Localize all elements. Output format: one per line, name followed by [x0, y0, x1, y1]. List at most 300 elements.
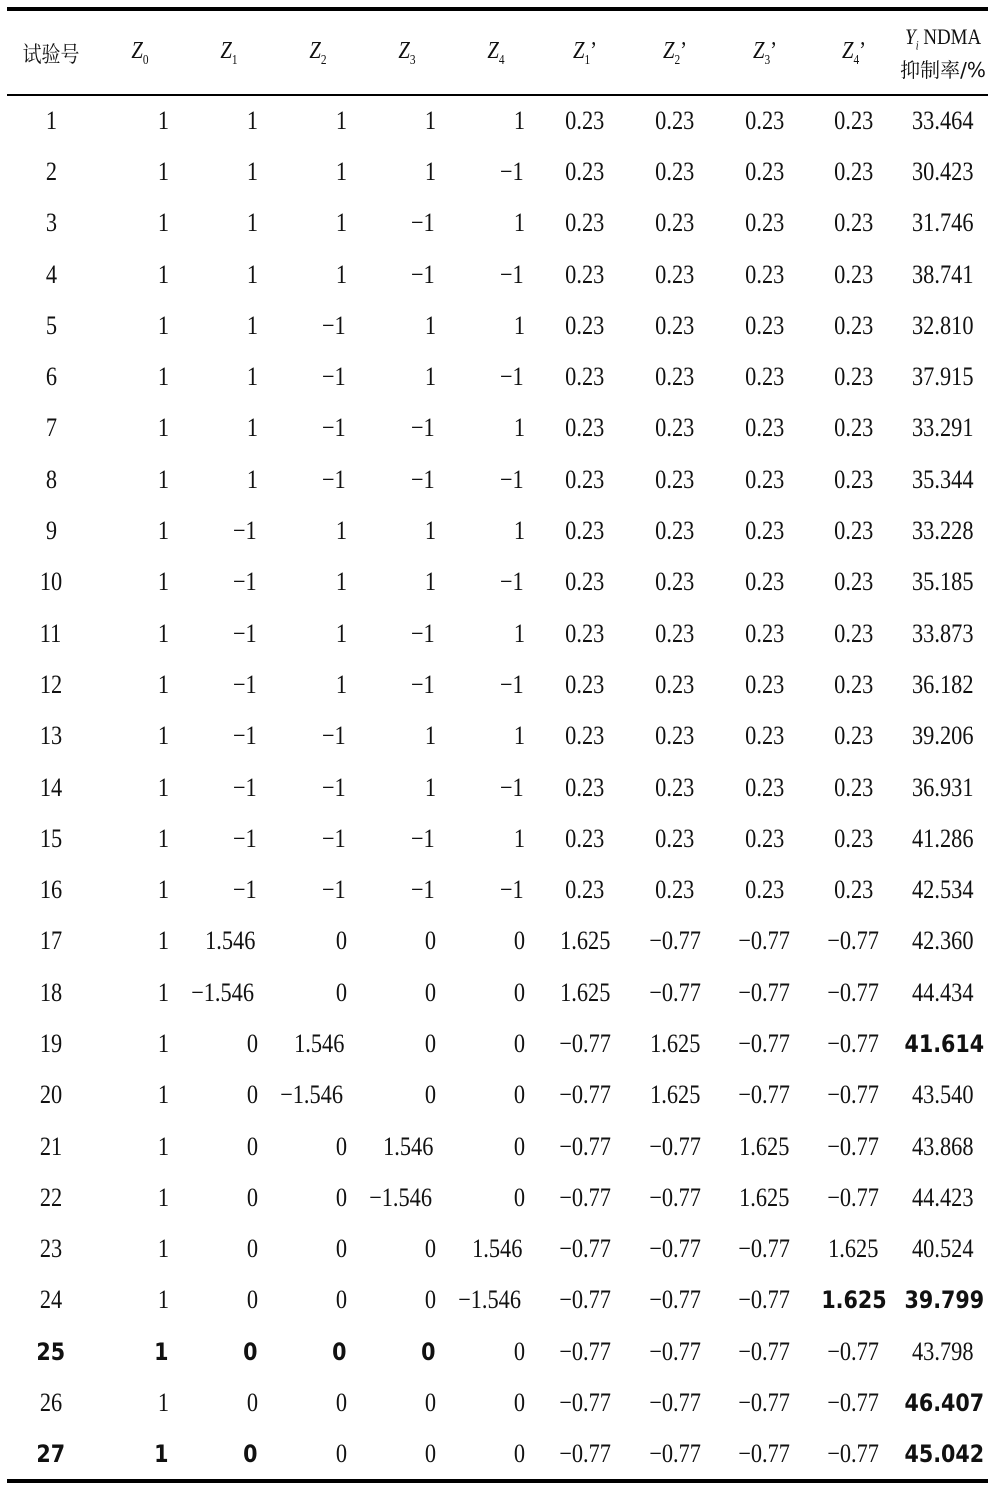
table-cell: −0.77	[827, 1336, 880, 1366]
table-cell: −0.77	[738, 1388, 791, 1418]
table-cell: 0	[246, 1028, 259, 1058]
table-row	[7, 1377, 988, 1428]
table-cell: −0.77	[649, 1439, 701, 1469]
table-cell: −1	[233, 567, 258, 597]
table-cell: 20	[39, 1080, 63, 1110]
table-cell: 0.23	[565, 567, 605, 597]
table-cell: 0.23	[565, 772, 605, 802]
table-cell: 1	[424, 105, 437, 135]
table-cell: 0.23	[565, 413, 605, 443]
table-cell: −1.546	[190, 977, 254, 1007]
table-cell: 0	[335, 1439, 348, 1469]
table-cell: 45.042	[904, 1440, 985, 1469]
table-cell: 0.23	[565, 208, 605, 238]
table-cell: −1	[233, 823, 258, 853]
table-row	[7, 1070, 988, 1121]
table-cell: 0	[424, 977, 437, 1007]
table-cell: 0.23	[655, 105, 695, 135]
table-cell: 0	[424, 1028, 437, 1058]
table-cell: −1	[500, 362, 525, 392]
table-cell: 44.423	[912, 1182, 974, 1212]
table-row	[7, 146, 988, 197]
table-cell: 0.23	[655, 516, 695, 546]
table-cell: 0.23	[744, 362, 785, 392]
table-cell: 1	[424, 567, 437, 597]
table-cell: 0.23	[655, 413, 695, 443]
table-cell: 0	[246, 1131, 259, 1161]
table-row	[7, 762, 988, 813]
table-cell: 6	[45, 362, 57, 392]
table-cell: 1	[246, 105, 259, 135]
table-cell: 0	[246, 1388, 259, 1418]
table-cell: −0.77	[738, 1336, 791, 1366]
table-cell: 0.23	[833, 875, 874, 905]
table-cell: 22	[39, 1182, 63, 1212]
table-cell: 1	[157, 413, 170, 443]
table-cell: 1	[157, 1028, 170, 1058]
header-z1: $Z_1$	[219, 38, 238, 67]
table-cell: 0.23	[744, 618, 785, 648]
table-cell: 0	[335, 1182, 348, 1212]
table-row	[7, 300, 988, 351]
table-cell: −1	[411, 618, 436, 648]
table-cell: 3	[45, 208, 57, 238]
table-cell: 0.23	[655, 208, 695, 238]
table-cell: 0.23	[833, 259, 874, 289]
table-cell: −1	[322, 413, 347, 443]
header-z1-prime: $Z_1$’	[572, 38, 598, 67]
table-cell: 0.23	[655, 875, 695, 905]
table-cell: 1	[157, 977, 170, 1007]
table-cell: 1	[157, 1080, 170, 1110]
table-cell: −1	[322, 721, 347, 751]
table-cell: −0.77	[649, 1285, 701, 1315]
table-cell: 1	[335, 208, 348, 238]
table-cell: 25	[36, 1337, 66, 1366]
table-cell: −1.546	[279, 1080, 343, 1110]
table-cell: 1.546	[204, 926, 255, 956]
header-row	[7, 11, 988, 95]
table-cell: −0.77	[827, 1028, 880, 1058]
table-cell: −1	[500, 259, 525, 289]
table-cell: 0.23	[833, 772, 874, 802]
table-cell: 0.23	[655, 567, 695, 597]
table-cell: 33.291	[912, 413, 974, 443]
table-cell: 40.524	[912, 1234, 974, 1264]
table-cell: 39.799	[904, 1286, 985, 1315]
table-cell: −1	[233, 516, 258, 546]
table-cell: 37.915	[912, 362, 974, 392]
table-cell: 24	[39, 1285, 63, 1315]
table-cell: 1	[335, 105, 348, 135]
table-cell: 1	[513, 618, 526, 648]
table-cell: 23	[39, 1234, 63, 1264]
table-cell: −1	[322, 772, 347, 802]
table-cell: 0	[246, 1234, 259, 1264]
table-cell: 0	[513, 926, 526, 956]
table-cell: 1	[335, 156, 348, 186]
table-cell: 0	[243, 1440, 258, 1469]
table-cell: 0.23	[565, 823, 605, 853]
table-cell: 0	[513, 1439, 526, 1469]
table-cell: 1.625	[559, 926, 611, 956]
table-cell: 1	[335, 618, 348, 648]
table-cell: 1	[513, 105, 526, 135]
table-cell: 0.23	[833, 721, 874, 751]
table-cell: 1	[335, 259, 348, 289]
table-cell: 1.625	[820, 1286, 887, 1315]
table-cell: −0.77	[827, 926, 880, 956]
table-cell: −0.77	[738, 1080, 791, 1110]
table-cell: 42.360	[912, 926, 974, 956]
table-cell: −0.77	[738, 1234, 791, 1264]
table-row	[7, 813, 988, 864]
table-cell: −1	[322, 464, 347, 494]
table-cell: −0.77	[827, 1182, 880, 1212]
table-cell: 0	[332, 1337, 347, 1366]
table-cell: 1	[246, 208, 259, 238]
table-row	[7, 95, 988, 146]
table-cell: 0.23	[565, 259, 605, 289]
table-cell: 39.206	[912, 721, 974, 751]
table-cell: 1	[157, 823, 170, 853]
table-cell: 1.625	[559, 977, 611, 1007]
table-row	[7, 249, 988, 300]
table-cell: 1	[246, 259, 259, 289]
table-cell: 0	[243, 1337, 258, 1366]
table-cell: 0.23	[833, 208, 874, 238]
table-cell: −0.77	[559, 1080, 611, 1110]
table-cell: 36.182	[912, 669, 974, 699]
table-cell: 0	[246, 1080, 259, 1110]
table-cell: 1	[157, 926, 170, 956]
table-cell: 8	[45, 464, 57, 494]
table-cell: 1	[157, 567, 170, 597]
table-cell: 0.23	[744, 823, 785, 853]
table-cell: 1	[424, 310, 437, 340]
table-cell: 1	[157, 362, 170, 392]
table-row	[7, 916, 988, 967]
table-cell: 43.798	[912, 1336, 974, 1366]
table-cell: 0.23	[744, 413, 785, 443]
table-cell: −1	[500, 669, 525, 699]
table-cell: 44.434	[912, 977, 974, 1007]
table-cell: 0.23	[833, 618, 874, 648]
table-cell: 0	[424, 1234, 437, 1264]
table-cell: 1	[157, 875, 170, 905]
table-cell: −0.77	[827, 1131, 880, 1161]
table-cell: 0.23	[744, 259, 785, 289]
table-cell: 1	[424, 516, 437, 546]
table-cell: 1	[157, 105, 170, 135]
table-cell: 0.23	[655, 772, 695, 802]
table-cell: 1	[157, 772, 170, 802]
table-cell: −0.77	[827, 977, 880, 1007]
table-cell: −1	[233, 875, 258, 905]
table-cell: 1.625	[828, 1234, 879, 1264]
table-cell: 14	[39, 772, 63, 802]
table-cell: 1	[513, 721, 526, 751]
table-cell: 0	[246, 1182, 259, 1212]
table-cell: 1.546	[293, 1028, 344, 1058]
table-cell: 0	[513, 977, 526, 1007]
table-cell: 21	[39, 1131, 63, 1161]
table-row	[7, 1224, 988, 1275]
table-cell: 26	[39, 1388, 63, 1418]
table-cell: 0	[513, 1131, 526, 1161]
table-cell: 1	[424, 772, 437, 802]
header-z0: $Z_0$	[130, 38, 149, 67]
table-cell: 0.23	[655, 310, 695, 340]
table-cell: 0.23	[655, 464, 695, 494]
table-cell: 0.23	[833, 823, 874, 853]
table-cell: 0.23	[833, 567, 874, 597]
table-cell: −0.77	[649, 926, 701, 956]
table-row	[7, 198, 988, 249]
table-cell: 0	[335, 1388, 348, 1418]
table-cell: 0.23	[655, 618, 695, 648]
table-cell: 0.23	[655, 156, 695, 186]
table-cell: 0.23	[565, 669, 605, 699]
table-cell: 36.931	[912, 772, 974, 802]
table-cell: 1.546	[471, 1234, 522, 1264]
table-cell: 1	[157, 721, 170, 751]
table-cell: −0.77	[738, 926, 791, 956]
table-cell: 0	[335, 1131, 348, 1161]
table-cell: 46.407	[904, 1389, 985, 1418]
header-z4-prime: $Z_4$’	[841, 38, 866, 67]
table-cell: 1	[157, 1388, 170, 1418]
table-cell: 1	[157, 156, 170, 186]
table-cell: 0.23	[744, 156, 785, 186]
table-cell: −1	[500, 772, 525, 802]
table-cell: −1	[411, 875, 436, 905]
table-cell: 0.23	[744, 516, 785, 546]
table-cell: 0.23	[833, 516, 874, 546]
table-cell: 43.868	[912, 1131, 974, 1161]
table-cell: 0.23	[565, 156, 605, 186]
table-row	[7, 711, 988, 762]
table-cell: 1	[246, 156, 259, 186]
table-row	[7, 403, 988, 454]
table-row	[7, 454, 988, 505]
table-cell: 1	[246, 310, 259, 340]
table-cell: −1	[411, 259, 436, 289]
table-cell: 0	[246, 1285, 259, 1315]
table-cell: −1	[233, 669, 258, 699]
table-cell: −0.77	[649, 977, 701, 1007]
table-cell: 1	[157, 310, 170, 340]
table-cell: 0.23	[833, 156, 874, 186]
table-cell: 1	[154, 1337, 169, 1366]
table-cell: 0	[424, 1080, 437, 1110]
table-cell: −1	[500, 875, 525, 905]
table-cell: 1	[513, 516, 526, 546]
table-cell: 0	[513, 1182, 526, 1212]
table-cell: 5	[45, 310, 57, 340]
table-cell: 1.625	[649, 1028, 701, 1058]
table-cell: 0.23	[744, 772, 785, 802]
table-cell: 0.23	[744, 208, 785, 238]
table-cell: −1	[500, 156, 525, 186]
table-cell: 0.23	[744, 105, 785, 135]
table-cell: 0.23	[833, 413, 874, 443]
table-cell: 1	[157, 208, 170, 238]
table-cell: −1	[500, 567, 525, 597]
table-cell: 0.23	[565, 721, 605, 751]
table-row	[7, 608, 988, 659]
table-cell: 0.23	[565, 362, 605, 392]
table-cell: 33.464	[912, 105, 974, 135]
table-cell: 1	[157, 1131, 170, 1161]
table-cell: −1	[233, 618, 258, 648]
table-cell: 1	[335, 516, 348, 546]
table-cell: 0.23	[744, 721, 785, 751]
table-cell: 0.23	[655, 823, 695, 853]
table-cell: 0	[513, 1080, 526, 1110]
table-row	[7, 1429, 988, 1480]
table-cell: 1	[157, 464, 170, 494]
table-cell: 33.228	[912, 516, 974, 546]
table-cell: 13	[39, 721, 63, 751]
table-cell: −0.77	[738, 1439, 791, 1469]
table-cell: −1.546	[457, 1285, 521, 1315]
table-cell: 1	[157, 516, 170, 546]
table-row	[7, 967, 988, 1018]
table-cell: 43.540	[912, 1080, 974, 1110]
design-matrix-table	[7, 11, 988, 1480]
table-cell: 10	[39, 567, 63, 597]
table-cell: 0.23	[833, 362, 874, 392]
table-cell: 1.546	[382, 1131, 433, 1161]
table-cell: 35.344	[912, 464, 974, 494]
table-cell: 1	[157, 259, 170, 289]
table-row	[7, 659, 988, 710]
header-z3: $Z_3$	[397, 38, 416, 67]
table-cell: 1	[157, 1234, 170, 1264]
table-cell: 0	[513, 1388, 526, 1418]
table-cell: 0.23	[744, 464, 785, 494]
table-cell: 1	[246, 362, 259, 392]
table-cell: −1	[411, 413, 436, 443]
table-cell: 0.23	[744, 875, 785, 905]
table-cell: 1	[154, 1440, 169, 1469]
table-cell: −1	[322, 823, 347, 853]
table-cell: 12	[39, 669, 63, 699]
table-cell: 0.23	[655, 669, 695, 699]
table-cell: 0.23	[744, 567, 785, 597]
table-cell: 41.614	[904, 1029, 985, 1058]
table-cell: −1	[233, 772, 258, 802]
table-cell: 19	[39, 1028, 63, 1058]
table-cell: 18	[39, 977, 63, 1007]
table-cell: −1	[322, 362, 347, 392]
table-cell: −1	[411, 208, 436, 238]
table-cell: −0.77	[559, 1285, 611, 1315]
table-cell: 1.625	[739, 1182, 790, 1212]
table-cell: 7	[45, 413, 57, 443]
table-cell: 27	[36, 1440, 66, 1469]
table-cell: 0.23	[565, 310, 605, 340]
table-cell: 38.741	[912, 259, 974, 289]
table-cell: −1	[500, 464, 525, 494]
table-cell: −0.77	[827, 1080, 880, 1110]
table-cell: 0.23	[833, 310, 874, 340]
table-cell: −0.77	[649, 1131, 701, 1161]
table-cell: 0	[335, 1285, 348, 1315]
table-cell: 1	[513, 310, 526, 340]
table-cell: 0	[424, 926, 437, 956]
table-cell: −0.77	[559, 1131, 611, 1161]
table-cell: 35.185	[912, 567, 974, 597]
table-cell: −0.77	[649, 1182, 701, 1212]
table-cell: 1	[424, 156, 437, 186]
table-row	[7, 864, 988, 915]
table-cell: −0.77	[649, 1336, 701, 1366]
table-cell: 1	[424, 721, 437, 751]
table-cell: 1	[157, 1182, 170, 1212]
table-cell: 30.423	[912, 156, 974, 186]
table-cell: 0.23	[833, 105, 874, 135]
table-cell: 0.23	[565, 618, 605, 648]
table-cell: −0.77	[649, 1234, 701, 1264]
header-z2-prime: $Z_2$’	[662, 38, 688, 67]
table-cell: −1.546	[368, 1182, 432, 1212]
table-cell: 0.23	[565, 464, 605, 494]
table-cell: 17	[39, 926, 63, 956]
table-cell: 31.746	[912, 208, 974, 238]
table-cell: 1	[45, 105, 57, 135]
table-cell: −1	[411, 823, 436, 853]
table-cell: −1	[411, 669, 436, 699]
table-row	[7, 351, 988, 402]
table-cell: −0.77	[738, 977, 791, 1007]
table-cell: 4	[45, 259, 57, 289]
table-cell: 1	[424, 362, 437, 392]
table-cell: −1	[233, 721, 258, 751]
table-cell: 0	[424, 1439, 437, 1469]
table-cell: −0.77	[559, 1182, 611, 1212]
table-cell: 1.625	[739, 1131, 790, 1161]
table-cell: 32.810	[912, 310, 974, 340]
table-cell: 0	[335, 926, 348, 956]
table-row	[7, 557, 988, 608]
table-cell: 1	[157, 669, 170, 699]
table-cell: 1	[246, 464, 259, 494]
table-cell: −0.77	[559, 1234, 611, 1264]
table-row	[7, 1275, 988, 1326]
table-cell: 42.534	[912, 875, 974, 905]
table-cell: 1	[157, 1285, 170, 1315]
table-cell: 0.23	[655, 721, 695, 751]
table-cell: 0.23	[833, 464, 874, 494]
table-cell: 2	[45, 156, 57, 186]
header-z3-prime: $Z_3$’	[752, 38, 777, 67]
table-row	[7, 1326, 988, 1377]
table-cell: 1	[335, 567, 348, 597]
table-row	[7, 1172, 988, 1223]
table-cell: 0.23	[744, 669, 785, 699]
table-cell: 0.23	[744, 310, 785, 340]
table-cell: 0.23	[655, 362, 695, 392]
table-cell: 9	[45, 516, 57, 546]
header-trial: 试验号	[22, 42, 80, 68]
table-cell: 0	[513, 1028, 526, 1058]
table-cell: 1	[513, 208, 526, 238]
table-cell: −0.77	[827, 1439, 880, 1469]
table-cell: 0	[424, 1285, 437, 1315]
table-cell: 1	[513, 413, 526, 443]
